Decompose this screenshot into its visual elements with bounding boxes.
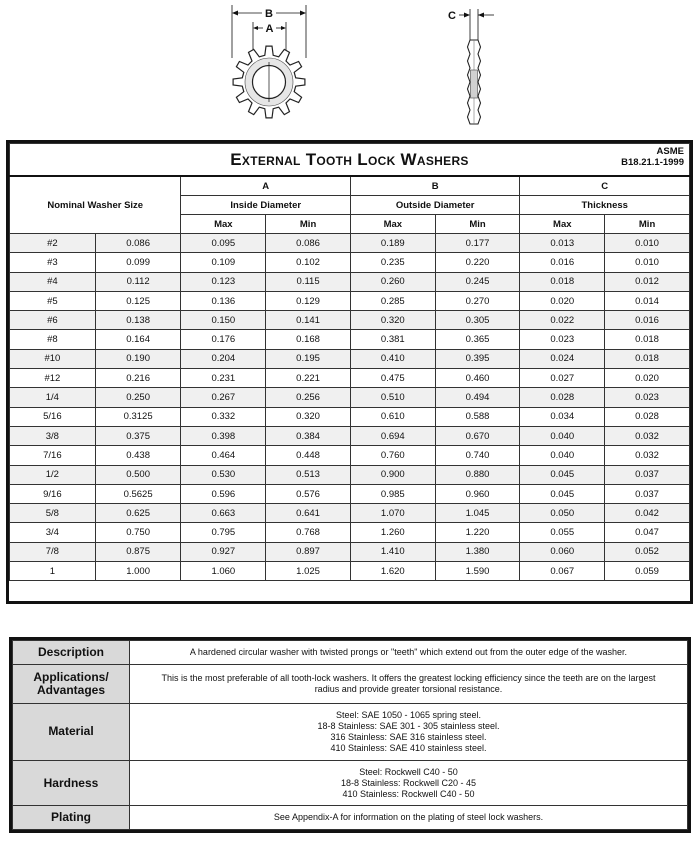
table-row <box>10 369 690 388</box>
thickness-max-cell: 0.040 <box>520 446 605 465</box>
applications-text-line-1: This is the most preferable of all tooth-lock washers. It offers the greatest locking efficiency since the teeth are on the largest <box>161 672 656 683</box>
thickness-min-cell: 0.032 <box>605 446 690 465</box>
thickness-max-cell: 0.060 <box>520 542 605 561</box>
dimension-table <box>9 143 690 581</box>
inside-dia-max-cell: 0.795 <box>181 523 266 542</box>
applications-text <box>130 664 688 703</box>
table-row <box>10 272 690 291</box>
nominal-size-cell: 5/8 <box>10 504 96 523</box>
header-c-min: Min <box>605 215 690 234</box>
thickness-max-cell: 0.045 <box>520 484 605 503</box>
table-row <box>10 523 690 542</box>
inside-dia-max-cell: 0.109 <box>181 253 266 272</box>
decimal-size-cell: 0.099 <box>95 253 181 272</box>
thickness-min-cell: 0.052 <box>605 542 690 561</box>
inside-dia-max-cell: 0.663 <box>181 504 266 523</box>
inside-dia-max-cell: 0.095 <box>181 234 266 253</box>
thickness-max-cell: 0.040 <box>520 426 605 445</box>
standard-reference <box>621 146 684 168</box>
inside-dia-min-cell: 0.221 <box>266 369 351 388</box>
label-a: A <box>265 23 274 35</box>
thickness-min-cell: 0.018 <box>605 349 690 368</box>
material-line: 410 Stainless: SAE 410 stainless steel. <box>330 742 487 753</box>
outside-dia-max-cell: 1.260 <box>350 523 435 542</box>
hardness-text <box>130 761 688 806</box>
thickness-min-cell: 0.059 <box>605 562 690 581</box>
dimension-c <box>448 9 494 40</box>
thickness-max-cell: 0.023 <box>520 330 605 349</box>
row-hardness <box>13 761 688 806</box>
outside-dia-max-cell: 0.610 <box>350 407 435 426</box>
outside-dia-max-cell: 1.070 <box>350 504 435 523</box>
decimal-size-cell: 0.138 <box>95 311 181 330</box>
washer-diagram <box>0 0 700 140</box>
nominal-size-cell: 1/2 <box>10 465 96 484</box>
inside-dia-max-cell: 0.176 <box>181 330 266 349</box>
outside-dia-max-cell: 0.260 <box>350 272 435 291</box>
nominal-size-cell: #10 <box>10 349 96 368</box>
outside-dia-min-cell: 0.494 <box>435 388 520 407</box>
inside-dia-min-cell: 0.448 <box>266 446 351 465</box>
header-group-a: A <box>181 176 350 196</box>
thickness-min-cell: 0.012 <box>605 272 690 291</box>
inside-dia-min-cell: 1.025 <box>266 562 351 581</box>
outside-dia-max-cell: 0.475 <box>350 369 435 388</box>
nominal-size-cell: 7/8 <box>10 542 96 561</box>
outside-dia-min-cell: 0.740 <box>435 446 520 465</box>
header-group-b: B <box>350 176 519 196</box>
inside-dia-max-cell: 0.150 <box>181 311 266 330</box>
header-b-min: Min <box>435 215 520 234</box>
inside-dia-min-cell: 0.129 <box>266 291 351 310</box>
nominal-size-cell: 7/16 <box>10 446 96 465</box>
decimal-size-cell: 1.000 <box>95 562 181 581</box>
header-c-max: Max <box>520 215 605 234</box>
outside-dia-max-cell: 0.189 <box>350 234 435 253</box>
material-line: 316 Stainless: SAE 316 stainless steel. <box>330 731 487 742</box>
material-label: Material <box>13 703 130 761</box>
decimal-size-cell: 0.375 <box>95 426 181 445</box>
table-row <box>10 446 690 465</box>
plating-text: See Appendix-A for information on the plating of steel lock washers. <box>130 806 688 830</box>
header-a-min: Min <box>266 215 351 234</box>
decimal-size-cell: 0.500 <box>95 465 181 484</box>
table-row <box>10 407 690 426</box>
washer-front-view <box>233 46 305 118</box>
inside-dia-min-cell: 0.086 <box>266 234 351 253</box>
thickness-min-cell: 0.023 <box>605 388 690 407</box>
outside-dia-min-cell: 1.220 <box>435 523 520 542</box>
decimal-size-cell: 0.125 <box>95 291 181 310</box>
inside-dia-max-cell: 0.136 <box>181 291 266 310</box>
inside-dia-min-cell: 0.641 <box>266 504 351 523</box>
nominal-size-cell: #4 <box>10 272 96 291</box>
thickness-max-cell: 0.034 <box>520 407 605 426</box>
row-description <box>13 641 688 665</box>
outside-dia-max-cell: 0.985 <box>350 484 435 503</box>
outside-dia-max-cell: 0.235 <box>350 253 435 272</box>
inside-dia-max-cell: 0.123 <box>181 272 266 291</box>
outside-dia-max-cell: 0.381 <box>350 330 435 349</box>
nominal-size-cell: 5/16 <box>10 407 96 426</box>
inside-dia-max-cell: 0.927 <box>181 542 266 561</box>
outside-dia-max-cell: 0.285 <box>350 291 435 310</box>
thickness-min-cell: 0.032 <box>605 426 690 445</box>
outside-dia-max-cell: 0.320 <box>350 311 435 330</box>
outside-dia-min-cell: 0.270 <box>435 291 520 310</box>
table-row <box>10 484 690 503</box>
thickness-max-cell: 0.055 <box>520 523 605 542</box>
table-row <box>10 388 690 407</box>
thickness-min-cell: 0.020 <box>605 369 690 388</box>
header-nominal-size: Nominal Washer Size <box>10 176 181 234</box>
decimal-size-cell: 0.250 <box>95 388 181 407</box>
outside-dia-min-cell: 0.670 <box>435 426 520 445</box>
thickness-min-cell: 0.047 <box>605 523 690 542</box>
inside-dia-max-cell: 0.267 <box>181 388 266 407</box>
inside-dia-min-cell: 0.195 <box>266 349 351 368</box>
nominal-size-cell: #2 <box>10 234 96 253</box>
inside-dia-min-cell: 0.168 <box>266 330 351 349</box>
plating-label: Plating <box>13 806 130 830</box>
table-row <box>10 542 690 561</box>
thickness-max-cell: 0.022 <box>520 311 605 330</box>
table-row <box>10 253 690 272</box>
row-applications <box>13 664 688 703</box>
table-row <box>10 426 690 445</box>
inside-dia-max-cell: 0.204 <box>181 349 266 368</box>
header-group-c: C <box>520 176 690 196</box>
thickness-min-cell: 0.018 <box>605 330 690 349</box>
nominal-size-cell: 9/16 <box>10 484 96 503</box>
table-title-cell <box>10 144 690 177</box>
description-text: A hardened circular washer with twisted prongs or "teeth" which extend out from the outer edge of the washer. <box>130 641 688 665</box>
inside-dia-max-cell: 0.530 <box>181 465 266 484</box>
outside-dia-min-cell: 0.220 <box>435 253 520 272</box>
inside-dia-min-cell: 0.768 <box>266 523 351 542</box>
inside-dia-min-cell: 0.256 <box>266 388 351 407</box>
table-row <box>10 465 690 484</box>
material-line: 18-8 Stainless: SAE 301 - 305 stainless steel. <box>317 720 500 731</box>
thickness-max-cell: 0.050 <box>520 504 605 523</box>
outside-dia-max-cell: 1.620 <box>350 562 435 581</box>
material-line: Steel: SAE 1050 - 1065 spring steel. <box>335 709 482 720</box>
thickness-max-cell: 0.024 <box>520 349 605 368</box>
header-a-max: Max <box>181 215 266 234</box>
outside-dia-min-cell: 0.880 <box>435 465 520 484</box>
header-b-max: Max <box>350 215 435 234</box>
outside-dia-max-cell: 0.694 <box>350 426 435 445</box>
outside-dia-min-cell: 0.365 <box>435 330 520 349</box>
outside-dia-min-cell: 0.395 <box>435 349 520 368</box>
inside-dia-max-cell: 0.398 <box>181 426 266 445</box>
outside-dia-min-cell: 1.380 <box>435 542 520 561</box>
decimal-size-cell: 0.164 <box>95 330 181 349</box>
outside-dia-min-cell: 0.460 <box>435 369 520 388</box>
inside-dia-min-cell: 0.320 <box>266 407 351 426</box>
thickness-min-cell: 0.028 <box>605 407 690 426</box>
dimension-table-body <box>10 234 690 581</box>
outside-dia-max-cell: 0.410 <box>350 349 435 368</box>
table-row <box>10 234 690 253</box>
thickness-max-cell: 0.067 <box>520 562 605 581</box>
table-row <box>10 291 690 310</box>
nominal-size-cell: 1/4 <box>10 388 96 407</box>
decimal-size-cell: 0.625 <box>95 504 181 523</box>
applications-text-line-2: radius and provide greater torsional resistance. <box>314 683 503 694</box>
nominal-size-cell: #3 <box>10 253 96 272</box>
thickness-min-cell: 0.037 <box>605 465 690 484</box>
outside-dia-min-cell: 0.588 <box>435 407 520 426</box>
decimal-size-cell: 0.216 <box>95 369 181 388</box>
thickness-max-cell: 0.016 <box>520 253 605 272</box>
thickness-min-cell: 0.016 <box>605 311 690 330</box>
inside-dia-max-cell: 0.231 <box>181 369 266 388</box>
outside-dia-max-cell: 1.410 <box>350 542 435 561</box>
properties-table <box>12 640 688 830</box>
thickness-max-cell: 0.027 <box>520 369 605 388</box>
applications-label <box>13 664 130 703</box>
thickness-min-cell: 0.042 <box>605 504 690 523</box>
table-row <box>10 311 690 330</box>
thickness-min-cell: 0.010 <box>605 234 690 253</box>
nominal-size-cell: #6 <box>10 311 96 330</box>
thickness-min-cell: 0.010 <box>605 253 690 272</box>
outside-dia-max-cell: 0.760 <box>350 446 435 465</box>
decimal-size-cell: 0.190 <box>95 349 181 368</box>
inside-dia-max-cell: 0.464 <box>181 446 266 465</box>
header-outside-diameter: Outside Diameter <box>350 196 519 215</box>
nominal-size-cell: 1 <box>10 562 96 581</box>
decimal-size-cell: 0.112 <box>95 272 181 291</box>
decimal-size-cell: 0.3125 <box>95 407 181 426</box>
thickness-min-cell: 0.014 <box>605 291 690 310</box>
label-c: C <box>448 10 456 22</box>
outside-dia-min-cell: 1.045 <box>435 504 520 523</box>
outside-dia-min-cell: 0.305 <box>435 311 520 330</box>
decimal-size-cell: 0.750 <box>95 523 181 542</box>
nominal-size-cell: #12 <box>10 369 96 388</box>
nominal-size-cell: #5 <box>10 291 96 310</box>
outside-dia-min-cell: 0.177 <box>435 234 520 253</box>
outside-dia-min-cell: 0.960 <box>435 484 520 503</box>
decimal-size-cell: 0.438 <box>95 446 181 465</box>
inside-dia-min-cell: 0.141 <box>266 311 351 330</box>
nominal-size-cell: #8 <box>10 330 96 349</box>
standard-org: ASME <box>656 146 684 157</box>
inside-dia-min-cell: 0.102 <box>266 253 351 272</box>
label-b: B <box>265 8 273 20</box>
outside-dia-max-cell: 0.510 <box>350 388 435 407</box>
washer-side-view <box>468 40 481 124</box>
hardness-line: 18-8 Stainless: Rockwell C20 - 45 <box>340 777 477 788</box>
row-plating <box>13 806 688 830</box>
dimension-table-frame <box>6 140 693 604</box>
hardness-line: 410 Stainless: Rockwell C40 - 50 <box>342 788 475 799</box>
inside-dia-min-cell: 0.384 <box>266 426 351 445</box>
thickness-max-cell: 0.020 <box>520 291 605 310</box>
inside-dia-max-cell: 1.060 <box>181 562 266 581</box>
table-row <box>10 562 690 581</box>
inside-dia-max-cell: 0.332 <box>181 407 266 426</box>
table-row <box>10 504 690 523</box>
thickness-min-cell: 0.037 <box>605 484 690 503</box>
applications-label-line-1: Applications/ <box>33 669 109 684</box>
outside-dia-max-cell: 0.900 <box>350 465 435 484</box>
inside-dia-min-cell: 0.115 <box>266 272 351 291</box>
thickness-max-cell: 0.013 <box>520 234 605 253</box>
table-row <box>10 349 690 368</box>
outside-dia-min-cell: 1.590 <box>435 562 520 581</box>
inside-dia-min-cell: 0.513 <box>266 465 351 484</box>
standard-number: B18.21.1-1999 <box>621 157 684 168</box>
table-row <box>10 330 690 349</box>
decimal-size-cell: 0.086 <box>95 234 181 253</box>
outside-dia-min-cell: 0.245 <box>435 272 520 291</box>
thickness-max-cell: 0.018 <box>520 272 605 291</box>
nominal-size-cell: 3/4 <box>10 523 96 542</box>
properties-table-frame <box>9 637 691 833</box>
hardness-label: Hardness <box>13 761 130 806</box>
row-material <box>13 703 688 761</box>
thickness-max-cell: 0.028 <box>520 388 605 407</box>
header-thickness: Thickness <box>520 196 690 215</box>
material-text <box>130 703 688 761</box>
inside-dia-min-cell: 0.576 <box>266 484 351 503</box>
inside-dia-max-cell: 0.596 <box>181 484 266 503</box>
hardness-line: Steel: Rockwell C40 - 50 <box>359 766 458 777</box>
nominal-size-cell: 3/8 <box>10 426 96 445</box>
inside-dia-min-cell: 0.897 <box>266 542 351 561</box>
decimal-size-cell: 0.5625 <box>95 484 181 503</box>
decimal-size-cell: 0.875 <box>95 542 181 561</box>
applications-label-line-2: Advantages <box>36 682 106 697</box>
header-inside-diameter: Inside Diameter <box>181 196 350 215</box>
thickness-max-cell: 0.045 <box>520 465 605 484</box>
table-title: External Tooth Lock Washers <box>230 149 469 169</box>
description-label: Description <box>13 641 130 665</box>
